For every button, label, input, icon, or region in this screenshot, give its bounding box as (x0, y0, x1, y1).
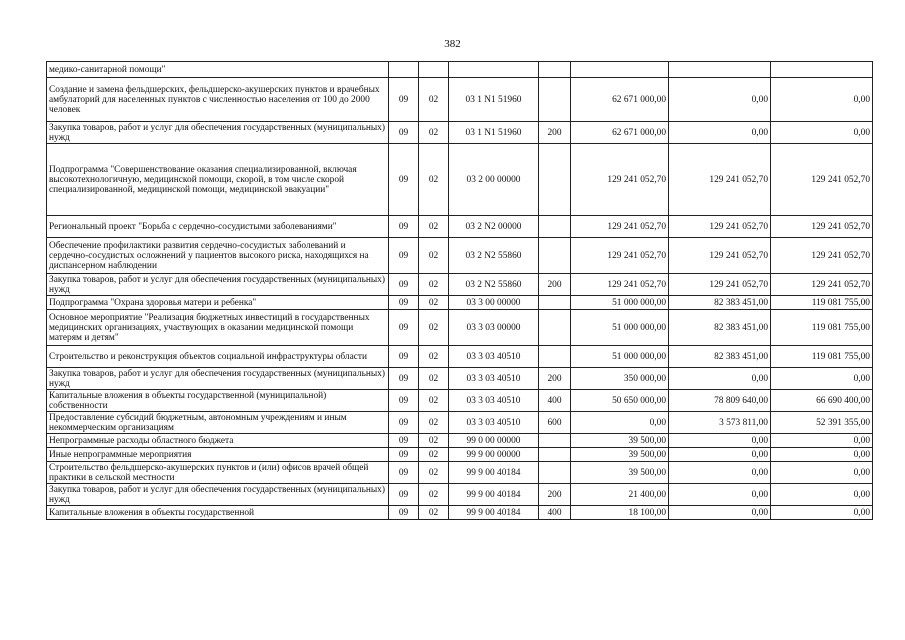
table-row (47, 346, 873, 368)
expense-type-code (539, 62, 571, 78)
amount-year-2: 0,00 (669, 484, 771, 506)
expense-type-code: 200 (539, 274, 571, 296)
item-name: Закупка товаров, работ и услуг для обеспечения государственных (муниципальных) нужд (47, 484, 389, 506)
subsection-code: 02 (419, 310, 449, 346)
amount-year-2: 0,00 (669, 434, 771, 448)
amount-year-3: 129 241 052,70 (771, 274, 873, 296)
amount-year-3: 0,00 (771, 368, 873, 390)
target-article-code: 03 2 N2 55860 (449, 238, 539, 274)
expense-type-code (539, 310, 571, 346)
amount-year-1: 51 000 000,00 (571, 346, 669, 368)
amount-year-2: 3 573 811,00 (669, 412, 771, 434)
target-article-code: 03 3 03 40510 (449, 346, 539, 368)
amount-year-1: 129 241 052,70 (571, 274, 669, 296)
expense-type-code (539, 144, 571, 216)
target-article-code: 03 3 00 00000 (449, 296, 539, 310)
table-row (47, 484, 873, 506)
amount-year-2: 82 383 451,00 (669, 346, 771, 368)
amount-year-1: 62 671 000,00 (571, 122, 669, 144)
expense-type-code (539, 296, 571, 310)
budget-table (46, 61, 873, 520)
section-code: 09 (389, 122, 419, 144)
target-article-code: 03 2 N2 55860 (449, 274, 539, 296)
target-article-code: 03 1 N1 51960 (449, 78, 539, 122)
subsection-code: 02 (419, 238, 449, 274)
amount-year-1: 50 650 000,00 (571, 390, 669, 412)
amount-year-1: 350 000,00 (571, 368, 669, 390)
amount-year-1: 62 671 000,00 (571, 78, 669, 122)
table-row (47, 448, 873, 462)
amount-year-1: 21 400,00 (571, 484, 669, 506)
table-row (47, 296, 873, 310)
subsection-code: 02 (419, 216, 449, 238)
amount-year-2 (669, 62, 771, 78)
target-article-code (449, 62, 539, 78)
item-name: Региональный проект "Борьба с сердечно-сосудистыми заболеваниями" (47, 216, 389, 238)
amount-year-3: 0,00 (771, 484, 873, 506)
amount-year-2: 0,00 (669, 448, 771, 462)
amount-year-3: 129 241 052,70 (771, 216, 873, 238)
item-name: Создание и замена фельдшерских, фельдшерско-акушерских пунктов и врачебных амбулаторий для населенных пунктов с численностью населения от 100 до 2000 человек (47, 78, 389, 122)
section-code: 09 (389, 346, 419, 368)
amount-year-2: 0,00 (669, 506, 771, 520)
section-code: 09 (389, 434, 419, 448)
amount-year-2: 129 241 052,70 (669, 238, 771, 274)
amount-year-3: 52 391 355,00 (771, 412, 873, 434)
section-code: 09 (389, 506, 419, 520)
target-article-code: 99 0 00 00000 (449, 434, 539, 448)
item-name: Иные непрограммные мероприятия (47, 448, 389, 462)
subsection-code: 02 (419, 448, 449, 462)
item-name: Капитальные вложения в объекты государственной (муниципальной) собственности (47, 390, 389, 412)
section-code: 09 (389, 310, 419, 346)
budget-table-body (47, 62, 873, 520)
expense-type-code (539, 216, 571, 238)
section-code: 09 (389, 274, 419, 296)
amount-year-3: 0,00 (771, 462, 873, 484)
table-row (47, 412, 873, 434)
expense-type-code (539, 462, 571, 484)
item-name: Обеспечение профилактики развития сердечно-сосудистых заболеваний и сердечно-сосудистых осложнений у пациентов высокого риска, находящихся на диспансерном наблюдении (47, 238, 389, 274)
amount-year-2: 129 241 052,70 (669, 274, 771, 296)
amount-year-2: 82 383 451,00 (669, 296, 771, 310)
amount-year-3: 0,00 (771, 78, 873, 122)
table-row (47, 144, 873, 216)
section-code (389, 62, 419, 78)
target-article-code: 99 9 00 40184 (449, 462, 539, 484)
section-code: 09 (389, 144, 419, 216)
page-number: 382 (444, 38, 461, 50)
expense-type-code: 400 (539, 390, 571, 412)
target-article-code: 03 3 03 00000 (449, 310, 539, 346)
section-code: 09 (389, 238, 419, 274)
amount-year-3: 119 081 755,00 (771, 346, 873, 368)
item-name: Строительство фельдшерско-акушерских пунктов и (или) офисов врачей общей практики в сельской местности (47, 462, 389, 484)
amount-year-3: 129 241 052,70 (771, 238, 873, 274)
amount-year-3: 129 241 052,70 (771, 144, 873, 216)
amount-year-3: 66 690 400,00 (771, 390, 873, 412)
subsection-code: 02 (419, 506, 449, 520)
item-name: Непрограммные расходы областного бюджета (47, 434, 389, 448)
amount-year-1: 129 241 052,70 (571, 216, 669, 238)
amount-year-2: 78 809 640,00 (669, 390, 771, 412)
subsection-code: 02 (419, 78, 449, 122)
expense-type-code: 200 (539, 484, 571, 506)
amount-year-1: 39 500,00 (571, 434, 669, 448)
section-code: 09 (389, 448, 419, 462)
expense-type-code: 200 (539, 368, 571, 390)
table-row (47, 274, 873, 296)
subsection-code: 02 (419, 368, 449, 390)
subsection-code: 02 (419, 412, 449, 434)
expense-type-code (539, 434, 571, 448)
subsection-code: 02 (419, 346, 449, 368)
table-row (47, 310, 873, 346)
subsection-code: 02 (419, 122, 449, 144)
amount-year-2: 0,00 (669, 462, 771, 484)
expense-type-code: 400 (539, 506, 571, 520)
section-code: 09 (389, 390, 419, 412)
item-name: Закупка товаров, работ и услуг для обеспечения государственных (муниципальных) нужд (47, 368, 389, 390)
target-article-code: 03 3 03 40510 (449, 412, 539, 434)
item-name: Предоставление субсидий бюджетным, автономным учреждениям и иным некоммерческим организациям (47, 412, 389, 434)
amount-year-2: 0,00 (669, 122, 771, 144)
subsection-code: 02 (419, 296, 449, 310)
item-name: Закупка товаров, работ и услуг для обеспечения государственных (муниципальных) нужд (47, 274, 389, 296)
amount-year-1: 129 241 052,70 (571, 238, 669, 274)
subsection-code: 02 (419, 390, 449, 412)
item-name: Основное мероприятие "Реализация бюджетных инвестиций в государственных медицинских организациях, участвующих в оказании медицинской помощи матерям и детям" (47, 310, 389, 346)
amount-year-3: 0,00 (771, 448, 873, 462)
subsection-code: 02 (419, 144, 449, 216)
subsection-code: 02 (419, 484, 449, 506)
amount-year-3: 0,00 (771, 122, 873, 144)
section-code: 09 (389, 412, 419, 434)
expense-type-code: 600 (539, 412, 571, 434)
amount-year-1: 39 500,00 (571, 448, 669, 462)
target-article-code: 03 2 00 00000 (449, 144, 539, 216)
target-article-code: 99 9 00 00000 (449, 448, 539, 462)
amount-year-1: 39 500,00 (571, 462, 669, 484)
table-row (47, 78, 873, 122)
section-code: 09 (389, 78, 419, 122)
amount-year-1: 0,00 (571, 412, 669, 434)
target-article-code: 99 9 00 40184 (449, 506, 539, 520)
section-code: 09 (389, 368, 419, 390)
amount-year-3: 119 081 755,00 (771, 296, 873, 310)
target-article-code: 03 1 N1 51960 (449, 122, 539, 144)
item-name: Подпрограмма "Охрана здоровья матери и ребенка" (47, 296, 389, 310)
amount-year-2: 0,00 (669, 368, 771, 390)
section-code: 09 (389, 462, 419, 484)
subsection-code: 02 (419, 434, 449, 448)
expense-type-code (539, 78, 571, 122)
amount-year-3: 0,00 (771, 434, 873, 448)
amount-year-2: 129 241 052,70 (669, 216, 771, 238)
item-name: Закупка товаров, работ и услуг для обеспечения государственных (муниципальных) нужд (47, 122, 389, 144)
expense-type-code: 200 (539, 122, 571, 144)
expense-type-code (539, 448, 571, 462)
amount-year-3 (771, 62, 873, 78)
table-row (47, 122, 873, 144)
amount-year-1: 51 000 000,00 (571, 296, 669, 310)
expense-type-code (539, 238, 571, 274)
item-name: Капитальные вложения в объекты государственной (47, 506, 389, 520)
item-name: Подпрограмма "Совершенствование оказания специализированной, включая высокотехнологичную, медицинской помощи, скорой, в том числе скорой специализированной, медицинской помощи, медицинской эвакуации" (47, 144, 389, 216)
amount-year-2: 129 241 052,70 (669, 144, 771, 216)
subsection-code (419, 62, 449, 78)
target-article-code: 03 2 N2 00000 (449, 216, 539, 238)
expense-type-code (539, 346, 571, 368)
amount-year-3: 0,00 (771, 506, 873, 520)
table-row (47, 368, 873, 390)
subsection-code: 02 (419, 274, 449, 296)
section-code: 09 (389, 484, 419, 506)
item-name: Строительство и реконструкция объектов социальной инфраструктуры области (47, 346, 389, 368)
table-row (47, 434, 873, 448)
table-row (47, 390, 873, 412)
target-article-code: 03 3 03 40510 (449, 390, 539, 412)
section-code: 09 (389, 216, 419, 238)
target-article-code: 03 3 03 40510 (449, 368, 539, 390)
table-row (47, 462, 873, 484)
table-row (47, 506, 873, 520)
amount-year-1: 18 100,00 (571, 506, 669, 520)
amount-year-1: 129 241 052,70 (571, 144, 669, 216)
target-article-code: 99 9 00 40184 (449, 484, 539, 506)
table-row (47, 62, 873, 78)
amount-year-1 (571, 62, 669, 78)
item-name: медико-санитарной помощи" (47, 62, 389, 78)
amount-year-2: 0,00 (669, 78, 771, 122)
subsection-code: 02 (419, 462, 449, 484)
table-row (47, 216, 873, 238)
amount-year-2: 82 383 451,00 (669, 310, 771, 346)
section-code: 09 (389, 296, 419, 310)
amount-year-1: 51 000 000,00 (571, 310, 669, 346)
table-row (47, 238, 873, 274)
amount-year-3: 119 081 755,00 (771, 310, 873, 346)
